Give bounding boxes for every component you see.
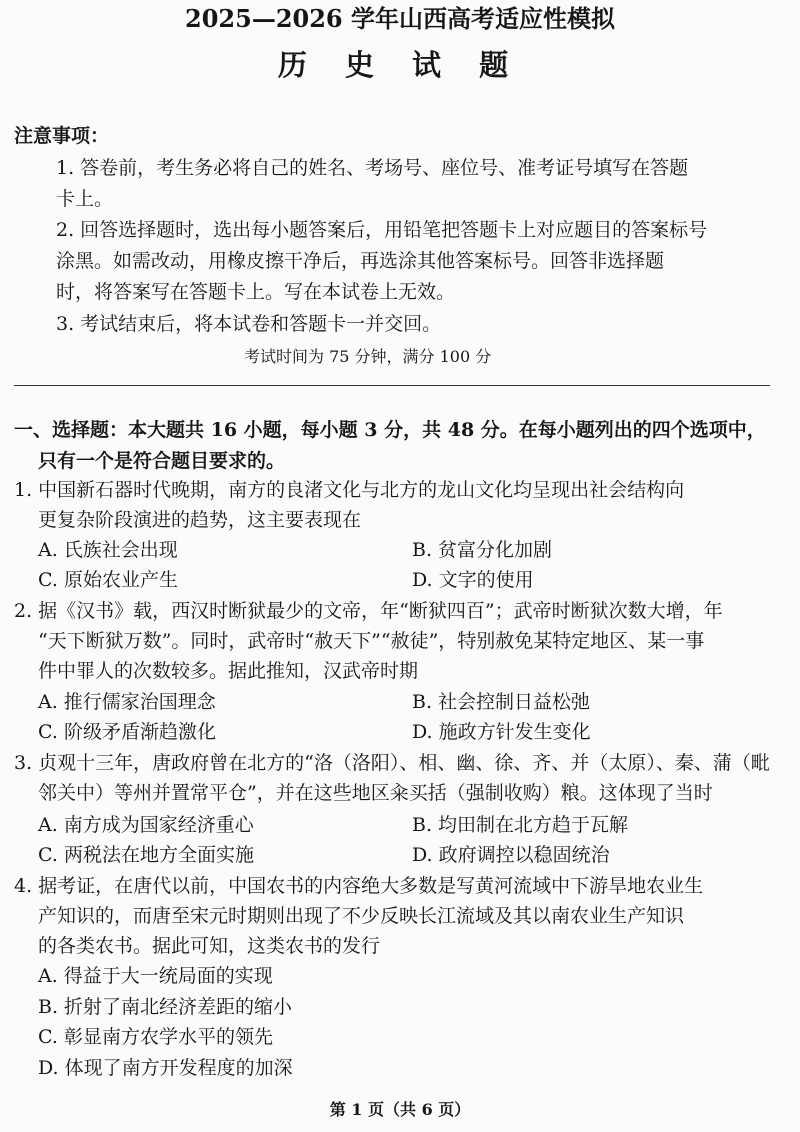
notice-item-2-cont: 涂黑。如需改动，用橡皮擦干净后，再选涂其他答案标号。回答非选择题 (56, 250, 665, 272)
notice-item-1-cont: 卡上。 (56, 188, 114, 210)
question-1-text-cont: 更复杂阶段演进的趋势，这主要表现在 (38, 509, 362, 531)
notice-item-2: 2. 回答选择题时，选出每小题答案后，用铅笔把答题卡上对应题目的答案标号 (56, 219, 708, 241)
question-1-text: 1. 中国新石器时代晚期，南方的良渚文化与北方的龙山文化均呈现出社会结构向 (14, 479, 685, 501)
question-4-option-c: C. 彰显南方农学水平的领先 (38, 1026, 273, 1048)
question-3-option-c: C. 两税法在地方全面实施 (38, 844, 254, 866)
section-divider (14, 385, 770, 386)
exam-info: 考试时间为 75 分钟，满分 100 分 (244, 347, 492, 366)
question-2-option-a: A. 推行儒家治国理念 (38, 691, 216, 713)
question-3-text: 3. 贞观十三年，唐政府曾在北方的“洛（洛阳）、相、幽、徐、齐、并（太原）、秦、蒲（毗 (14, 752, 770, 774)
question-2-text-cont: “天下断狱万数”。同时，武帝时“赦天下”“赦徒”，特别赦免某特定地区、某一事 (38, 630, 705, 652)
question-4-option-d: D. 体现了南方开发程度的加深 (38, 1057, 293, 1079)
subject-title: 历 史 试 题 (277, 48, 523, 82)
notice-item-3: 3. 考试结束后，将本试卷和答题卡一并交回。 (56, 313, 442, 335)
question-3-text-cont: 邻关中）等州并置常平仓”，并在这些地区籴买括（强制收购）粮。这体现了当时 (38, 782, 713, 804)
question-2-option-b: B. 社会控制日益松弛 (412, 691, 591, 713)
question-2-text: 2. 据《汉书》载，西汉时断狱最少的文帝，年“断狱四百”；武帝时断狱次数大增，年 (14, 600, 723, 622)
question-4-text-cont2: 的各类农书。据此可知，这类农书的发行 (38, 935, 381, 957)
question-2-option-c: C. 阶级矛盾渐趋激化 (38, 721, 216, 743)
question-1-option-b: B. 贫富分化加剧 (412, 539, 553, 561)
question-2-text-cont2: 件中罪人的次数较多。据此推知，汉武帝时期 (38, 660, 419, 682)
question-3-option-d: D. 政府调控以稳固统治 (412, 844, 610, 866)
notice-item-1: 1. 答卷前，考生务必将自己的姓名、考场号、座位号、准考证号填写在答题 (56, 157, 689, 179)
page-number: 第 1 页（共 6 页） (329, 1100, 471, 1119)
question-4-text: 4. 据考证，在唐代以前，中国农书的内容绝大多数是写黄河流域中下游旱地农业生 (14, 875, 704, 897)
notice-heading: 注意事项： (14, 125, 110, 147)
question-4-option-a: A. 得益于大一统局面的实现 (38, 965, 273, 987)
question-1-option-c: C. 原始农业产生 (38, 569, 178, 591)
notice-item-2-cont2: 时，将答案写在答题卡上。写在本试卷上无效。 (56, 281, 456, 303)
question-3-option-a: A. 南方成为国家经济重心 (38, 814, 254, 836)
question-1-option-d: D. 文字的使用 (412, 569, 534, 591)
question-4-option-b: B. 折射了南北经济差距的缩小 (38, 996, 293, 1018)
section-heading: 一、选择题：本大题共 16 小题，每小题 3 分，共 48 分。在每小题列出的四个选项中， (14, 419, 766, 441)
question-4-text-cont: 产知识的，而唐至宋元时期则出现了不少反映长江流域及其以南农业生产知识 (38, 905, 685, 927)
section-heading-cont: 只有一个是符合题目要求的。 (38, 450, 286, 472)
question-2-option-d: D. 施政方针发生变化 (412, 721, 591, 743)
exam-title: 2025—2026 学年山西高考适应性模拟 (185, 4, 615, 33)
question-1-option-a: A. 氏族社会出现 (38, 539, 178, 561)
question-3-option-b: B. 均田制在北方趋于瓦解 (412, 814, 629, 836)
